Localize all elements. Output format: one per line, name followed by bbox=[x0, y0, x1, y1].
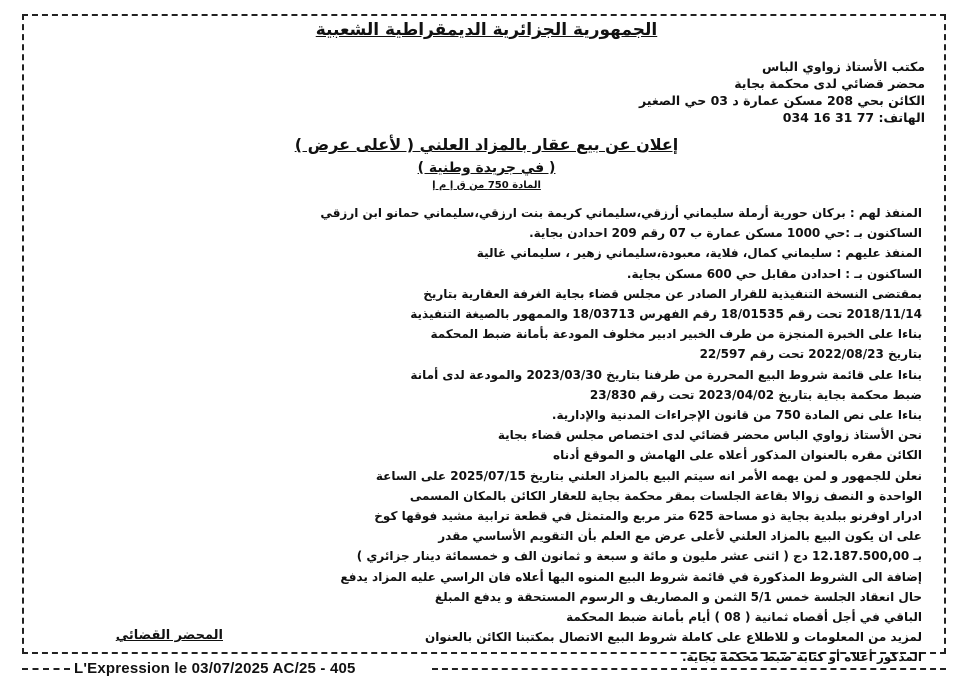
body-line: بمقتضى النسخة التنفيذية للقرار الصادر عن مجلس قضاء بجاية الغرفة العقارية بتاريخ bbox=[423, 286, 922, 301]
footer-publication: L'Expression le 03/07/2025 AC/25 - 405 bbox=[74, 660, 356, 677]
footer-divider-right bbox=[432, 668, 946, 670]
announcement-title: إعلان عن بيع عقار بالمزاد العلني ( لأعلى عرض ) bbox=[294, 135, 679, 154]
announcement-body bbox=[40, 203, 922, 668]
body-line: حال انعقاد الجلسة خمس 5/1 الثمن و المصاريف و الرسوم المستحقة و يدفع المبلغ bbox=[434, 589, 922, 604]
body-line: إضافة الى الشروط المذكورة في قائمة شروط البيع المنوه اليها أعلاه فان الراسي عليه المزاد يدفع bbox=[340, 569, 922, 584]
body-line: الواحدة و النصف زوالا بقاعة الجلسات بمقر محكمة بجاية للعقار الكائن بالمكان المسمى bbox=[409, 488, 922, 503]
office-role: محضر قضائي لدى محكمة بجاية bbox=[734, 76, 925, 91]
body-line: بناءا على نص المادة 750 من قانون الإجراءات المدنية والإدارية. bbox=[551, 408, 922, 423]
body-line: الساكنون بـ :حي 1000 مسكن عمارة ب 07 رقم 209 احدادن بجاية. bbox=[529, 226, 922, 241]
announcement-subtitle: ( في جريدة وطنية ) bbox=[417, 160, 556, 176]
signature-label: المحضر القضائي bbox=[115, 628, 223, 643]
body-line: الساكنون بـ : احدادن مقابل حي 600 مسكن بجاية. bbox=[626, 266, 922, 281]
body-line: بـ 12.187.500,00 دج ( اثنى عشر مليون و مائة و سبعة و ثمانون الف و خمسمائة دينار جزائري ) bbox=[356, 549, 922, 564]
office-phone: الهاتف: 77 31 16 034 bbox=[782, 110, 925, 125]
announcement-article: المادة 750 من ق إ م إ bbox=[432, 180, 541, 191]
office-name: مكتب الأستاذ زواوي الباس bbox=[762, 59, 925, 74]
body-line: لمزيد من المعلومات و للاطلاع على كاملة شروط البيع الاتصال بمكتبنا الكائن بالعنوان bbox=[425, 630, 922, 645]
body-line: المنفذ لهم : بركان حورية أرملة سليماني أرزقي،سليماني كريمة بنت ارزقي،سليماني حمانو ابن ارزقي bbox=[320, 206, 922, 220]
office-info bbox=[505, 58, 925, 126]
footer-divider-left bbox=[22, 668, 70, 670]
body-line: الكائن مقره بالعنوان المذكور أعلاه على الهامش و الموقع أدناه bbox=[553, 448, 922, 463]
body-line: ضبط محكمة بجاية بتاريخ 2023/04/02 تحت رقم 23/830 bbox=[589, 387, 922, 402]
body-line: نعلن للجمهور و لمن يهمه الأمر انه سيتم البيع بالمزاد العلني بتاريخ 2025/07/15 على الساعة bbox=[375, 468, 922, 483]
body-line: على ان يكون البيع بالمزاد العلني لأعلى عرض مع العلم بأن التقويم الأساسي مقدر bbox=[438, 529, 922, 544]
office-address: الكائن بحي 208 مسكن عمارة د 03 حي الصغير bbox=[638, 93, 925, 108]
body-line: الباقي في أجل أقصاه ثمانية ( 08 ) أيام بأمانة ضبط المحكمة bbox=[566, 610, 922, 625]
republic-heading: الجمهورية الجزائرية الديمقراطية الشعبية bbox=[315, 20, 658, 40]
body-line: بناءا على قائمة شروط البيع المحررة من طرفنا بتاريخ 2023/03/30 والمودعة لدى أمانة bbox=[410, 367, 922, 382]
body-line: نحن الأستاذ زواوي الباس محضر قضائي لدى اختصاص مجلس قضاء بجاية bbox=[497, 428, 922, 443]
body-line: ادرار اوفرنو ببلدية بجاية ذو مساحة 625 متر مربع والمتمثل في قطعة ترابية مشيد فوقها كوخ bbox=[374, 509, 922, 524]
body-line: بتاريخ 2022/08/23 تحت رقم 22/597 bbox=[699, 347, 922, 362]
body-line: المذكور أعلاه أو كتابة ضبط محكمة بجاية. bbox=[681, 650, 922, 665]
body-line: 2018/11/14 تحت رقم 18/01535 رقم الفهرس 18/03713 والممهور بالصيغة التنفيذية bbox=[410, 307, 922, 322]
body-line: بناءا على الخبرة المنجزة من طرف الخبير ادبير مخلوف المودعة بأمانة ضبط المحكمة bbox=[430, 327, 922, 342]
body-line: المنفذ عليهم : سليماني كمال، فلاية، معبودة،سليماني زهير ، سليماني غالية bbox=[476, 246, 922, 261]
